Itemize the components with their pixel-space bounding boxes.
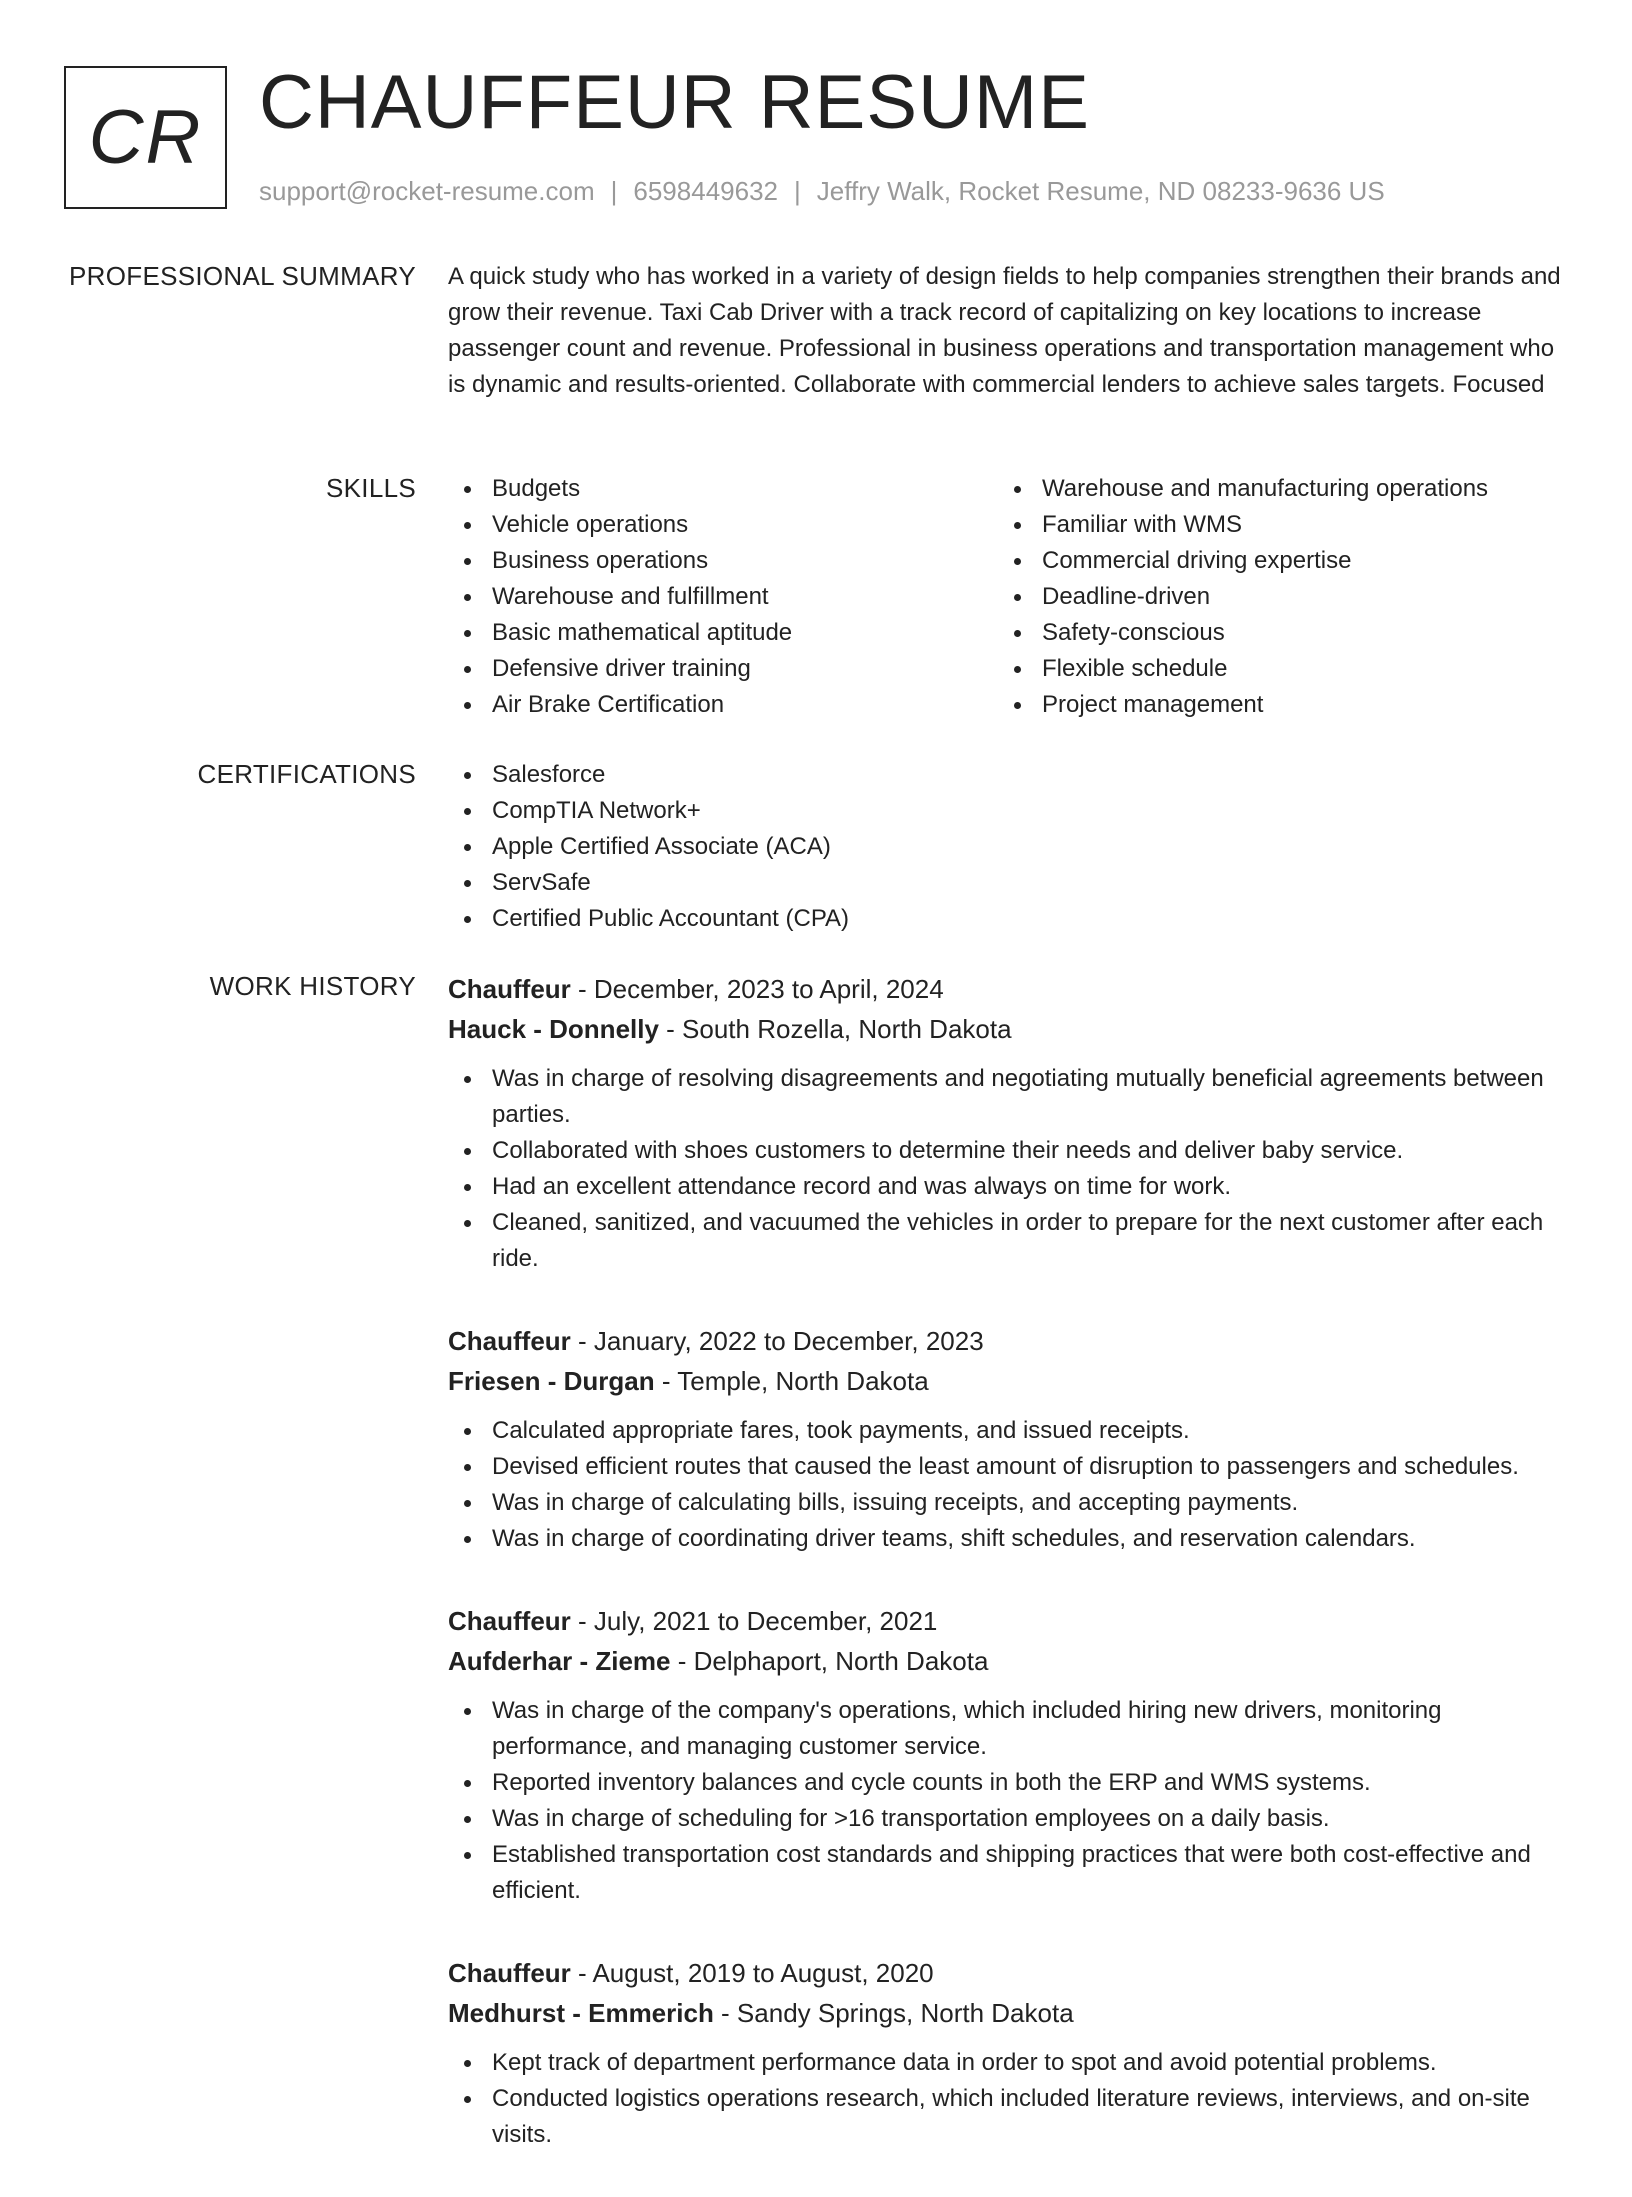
skill-item: Budgets xyxy=(448,471,998,507)
contact-separator: | xyxy=(794,176,801,206)
skills-columns xyxy=(448,471,1568,723)
job-location: - Delphaport, North Dakota xyxy=(670,1646,989,1676)
job-duties-list xyxy=(448,1413,1568,1557)
skills-list-right xyxy=(998,471,1548,723)
job-location: - South Rozella, North Dakota xyxy=(658,1014,1012,1044)
job-title-line xyxy=(448,969,1568,1009)
job-location: - Temple, North Dakota xyxy=(654,1366,929,1396)
monogram-logo: CR xyxy=(64,66,227,209)
certification-item: Salesforce xyxy=(448,757,1568,793)
certification-item: Apple Certified Associate (ACA) xyxy=(448,829,1568,865)
skill-item: Business operations xyxy=(448,543,998,579)
job-location: - Sandy Springs, North Dakota xyxy=(713,1998,1074,2028)
job-role: Chauffeur xyxy=(448,1606,571,1636)
job-duties-list xyxy=(448,1693,1568,1909)
contact-address: Jeffry Walk, Rocket Resume, ND 08233-9636 US xyxy=(816,176,1385,206)
certification-item: Certified Public Accountant (CPA) xyxy=(448,901,1568,937)
skill-item: Warehouse and manufacturing operations xyxy=(998,471,1548,507)
job-duty-item: Was in charge of coordinating driver teams, shift schedules, and reservation calendars. xyxy=(448,1521,1568,1557)
contact-line xyxy=(259,174,1385,208)
job-title-line xyxy=(448,1601,1568,1641)
job-duties-list xyxy=(448,2045,1568,2153)
job-duty-item: Established transportation cost standards and shipping practices that were both cost-effective and efficient. xyxy=(448,1837,1568,1909)
skills-list-left xyxy=(448,471,998,723)
skill-item: Familiar with WMS xyxy=(998,507,1548,543)
job-company: Aufderhar - Zieme xyxy=(448,1646,671,1676)
summary-label: PROFESSIONAL SUMMARY xyxy=(69,261,416,291)
job-entry xyxy=(448,969,1568,1277)
job-duty-item: Was in charge of resolving disagreements and negotiating mutually beneficial agreements between parties. xyxy=(448,1061,1568,1133)
job-duty-item: Cleaned, sanitized, and vacuumed the vehicles in order to prepare for the next customer after each ride. xyxy=(448,1205,1568,1277)
job-entry xyxy=(448,1601,1568,1909)
certification-item: ServSafe xyxy=(448,865,1568,901)
contact-separator: | xyxy=(610,176,618,206)
job-entry xyxy=(448,1953,1568,2153)
job-duty-item: Collaborated with shoes customers to determine their needs and deliver baby service. xyxy=(448,1133,1568,1169)
job-role: Chauffeur xyxy=(448,1326,571,1356)
work-history-label: WORK HISTORY xyxy=(209,971,416,1001)
job-duty-item: Reported inventory balances and cycle counts in both the ERP and WMS systems. xyxy=(448,1765,1568,1801)
job-dates: - July, 2021 to December, 2021 xyxy=(570,1606,938,1636)
job-duty-item: Was in charge of scheduling for >16 transportation employees on a daily basis. xyxy=(448,1801,1568,1837)
job-duty-item: Was in charge of the company's operations, which included hiring new drivers, monitoring performance, and managing customer service. xyxy=(448,1693,1568,1765)
skill-item: Commercial driving expertise xyxy=(998,543,1548,579)
skills-label: SKILLS xyxy=(326,473,416,503)
job-duty-item: Kept track of department performance data in order to spot and avoid potential problems. xyxy=(448,2045,1568,2081)
skill-item: Safety-conscious xyxy=(998,615,1548,651)
skill-item: Vehicle operations xyxy=(448,507,998,543)
certifications-list xyxy=(448,757,1568,937)
job-title-line xyxy=(448,1321,1568,1361)
job-company-line xyxy=(448,1361,1568,1401)
job-duties-list xyxy=(448,1061,1568,1277)
job-role: Chauffeur xyxy=(448,1958,571,1988)
summary-text: A quick study who has worked in a variety of design fields to help companies strengthen their brands and grow their revenue. Taxi Cab Driver with a track record of capitalizing on key locations to increase passenger count and revenue. Professional in business operations and transportation management who is dynamic and results-oriented. Collaborate with commercial lenders to achieve sales targets. Focused xyxy=(448,263,1561,398)
job-duty-item: Had an excellent attendance record and was always on time for work. xyxy=(448,1169,1568,1205)
job-dates: - August, 2019 to August, 2020 xyxy=(570,1958,934,1988)
job-company: Medhurst - Emmerich xyxy=(448,1998,714,2028)
job-company: Friesen - Durgan xyxy=(448,1366,655,1396)
skill-item: Warehouse and fulfillment xyxy=(448,579,998,615)
skill-item: Defensive driver training xyxy=(448,651,998,687)
skill-item: Project management xyxy=(998,687,1548,723)
job-company-line xyxy=(448,1993,1568,2033)
certification-item: CompTIA Network+ xyxy=(448,793,1568,829)
job-duty-item: Devised efficient routes that caused the least amount of disruption to passengers and schedules. xyxy=(448,1449,1568,1485)
job-duty-item: Conducted logistics operations research, which included literature reviews, interviews, and on-site visits. xyxy=(448,2081,1568,2153)
job-entry xyxy=(448,1321,1568,1557)
skill-item: Deadline-driven xyxy=(998,579,1548,615)
job-dates: - January, 2022 to December, 2023 xyxy=(570,1326,984,1356)
work-history-body xyxy=(448,969,1568,2197)
job-duty-item: Calculated appropriate fares, took payments, and issued receipts. xyxy=(448,1413,1568,1449)
page-title: CHAUFFEUR RESUME xyxy=(259,60,1090,145)
job-company: Hauck - Donnelly xyxy=(448,1014,659,1044)
job-role: Chauffeur xyxy=(448,974,571,1004)
skill-item: Air Brake Certification xyxy=(448,687,998,723)
contact-email[interactable]: support@rocket-resume.com xyxy=(259,176,595,206)
job-company-line xyxy=(448,1009,1568,1049)
contact-phone[interactable]: 6598449632 xyxy=(633,176,778,206)
certifications-label: CERTIFICATIONS xyxy=(197,759,416,789)
job-duty-item: Was in charge of calculating bills, issuing receipts, and accepting payments. xyxy=(448,1485,1568,1521)
certifications-body xyxy=(448,757,1568,937)
job-title-line xyxy=(448,1953,1568,1993)
job-company-line xyxy=(448,1641,1568,1681)
job-dates: - December, 2023 to April, 2024 xyxy=(570,974,944,1004)
skill-item: Basic mathematical aptitude xyxy=(448,615,998,651)
skill-item: Flexible schedule xyxy=(998,651,1548,687)
